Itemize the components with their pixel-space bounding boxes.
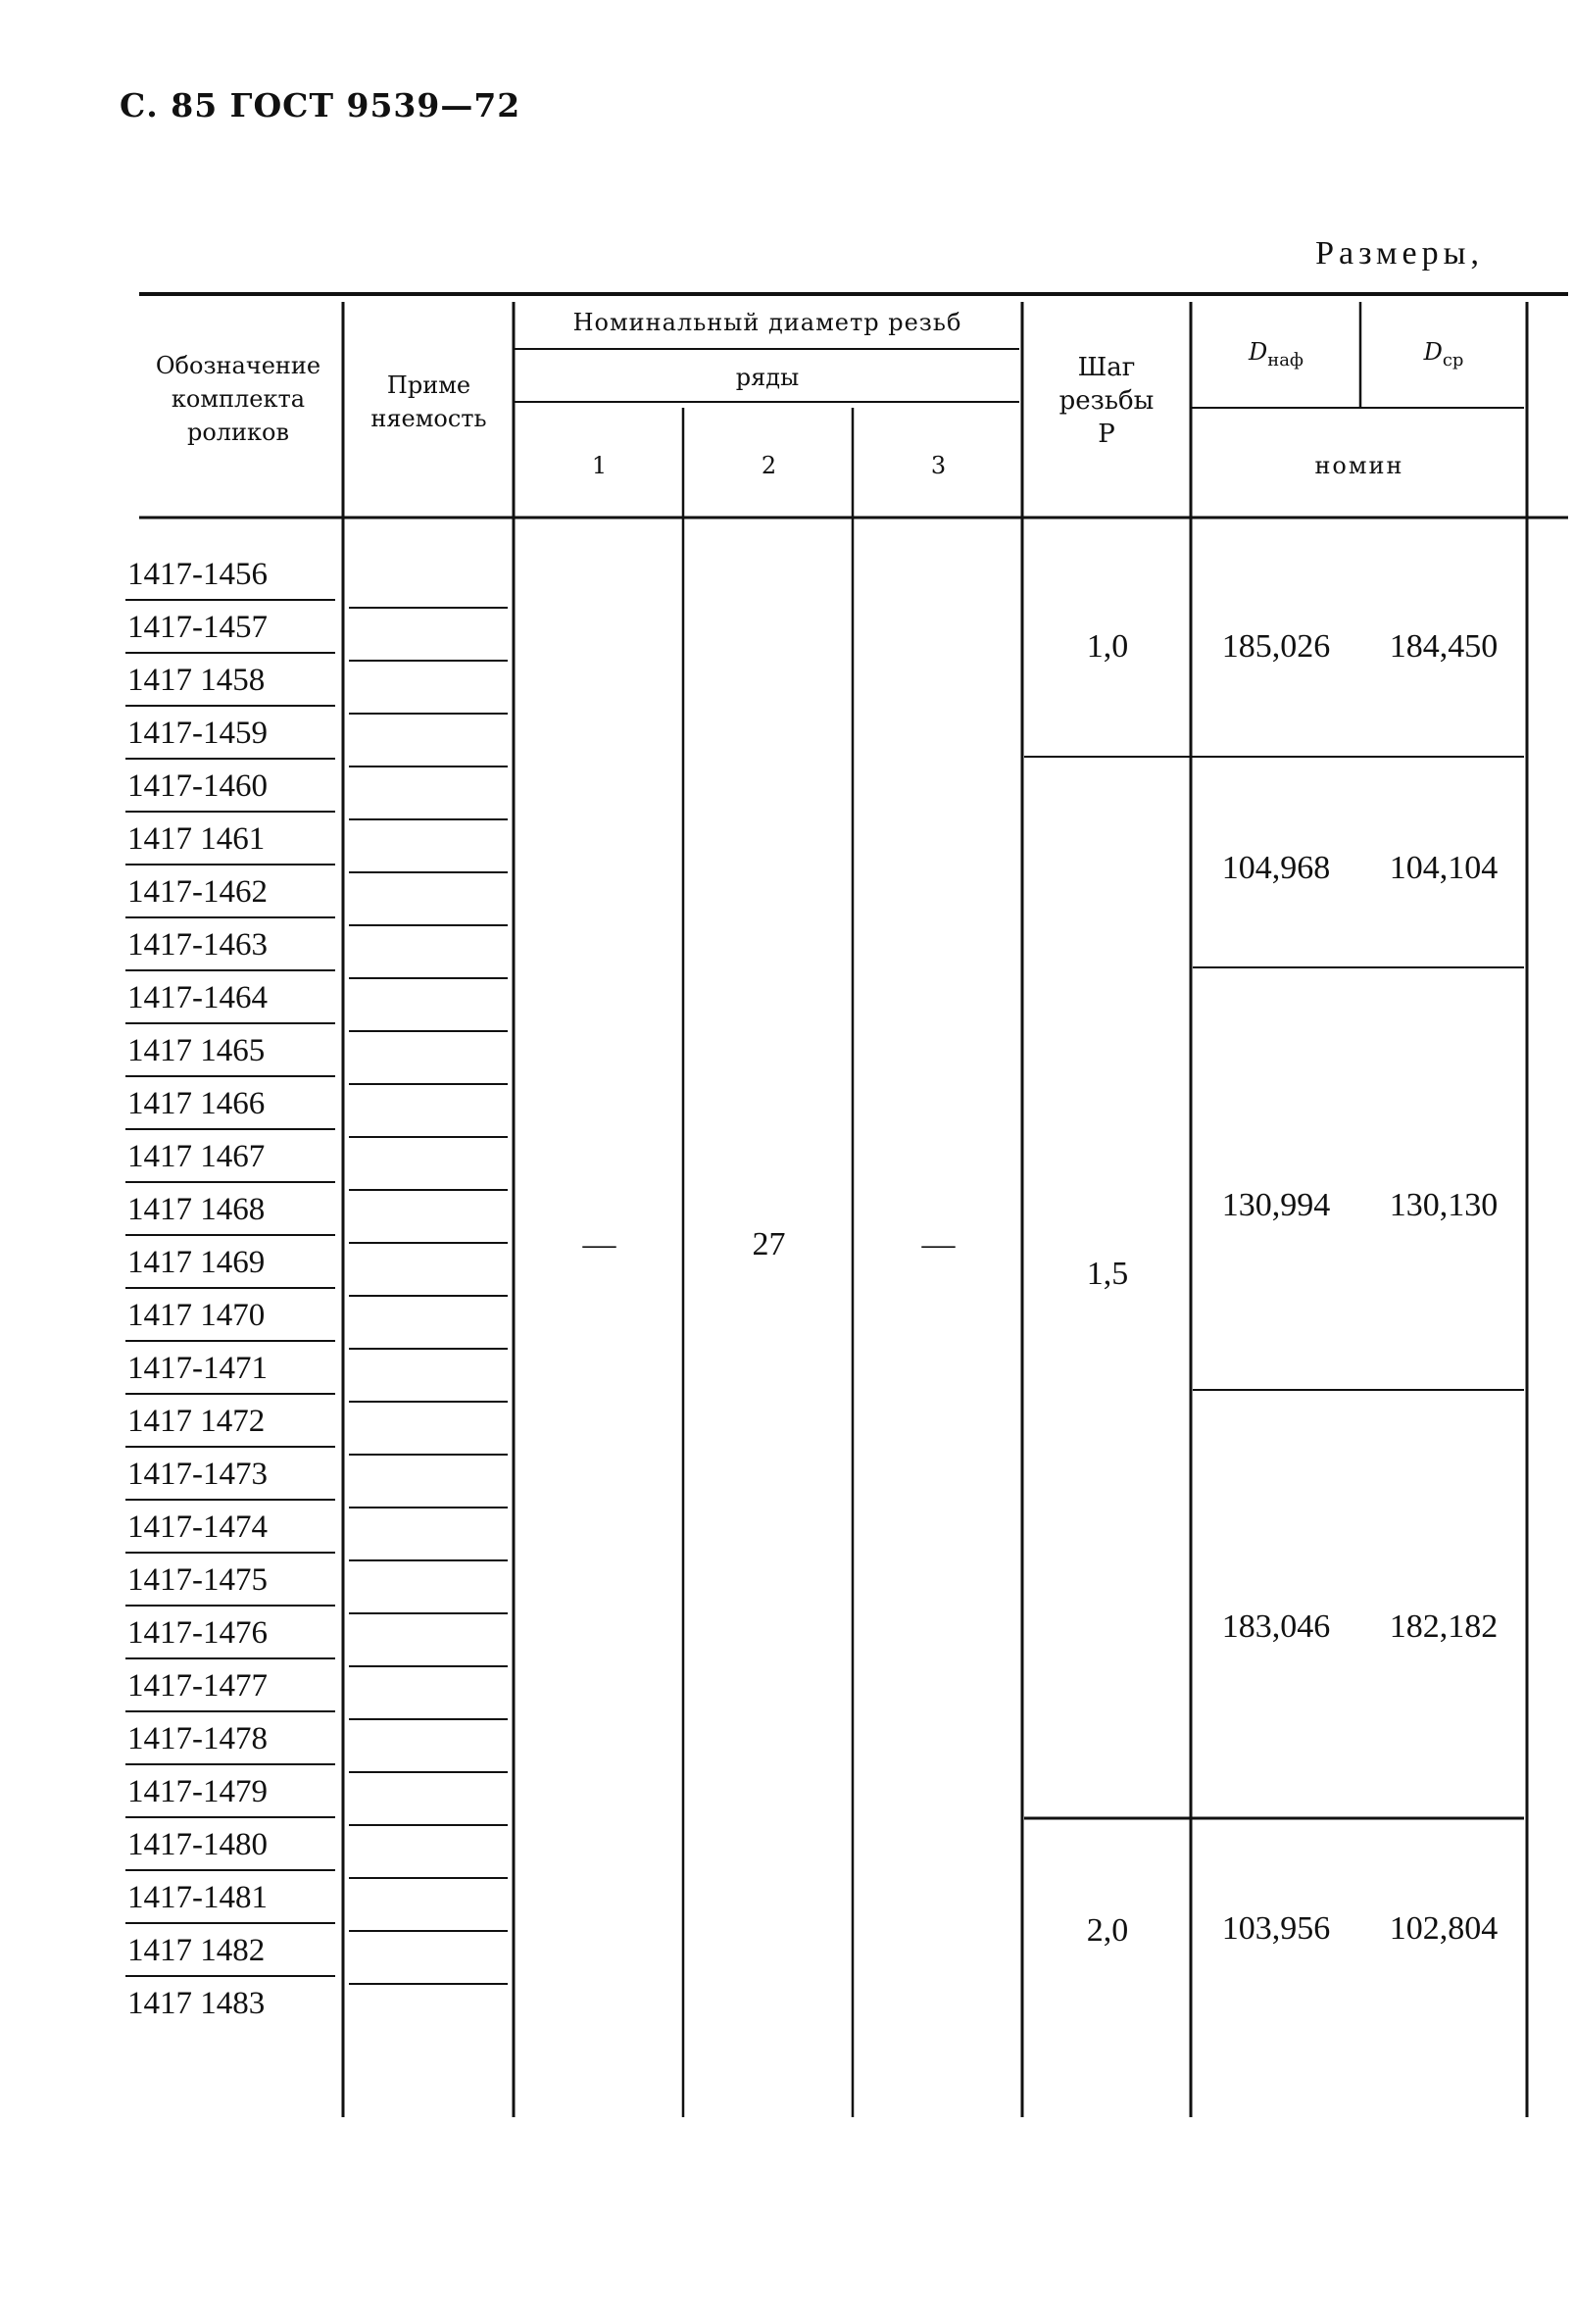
header-designation: Обозначение комплекта роликов	[155, 352, 321, 446]
code-cell: 1417 1466	[127, 1086, 266, 1121]
d-outer-subscript: наф	[1267, 349, 1304, 371]
page-header: С. 85 ГОСТ 9539—72	[120, 86, 521, 124]
code-cell: 1417 1483	[127, 1986, 266, 2021]
pitch-value-1: 1,0	[1086, 628, 1129, 665]
d-mid-value-1: 184,450	[1389, 628, 1499, 665]
code-cell: 1417-1481	[127, 1880, 268, 1915]
sizes-label: Размеры,	[1315, 235, 1484, 272]
d-outer-value-4: 183,046	[1221, 1608, 1331, 1645]
code-cell: 1417-1477	[127, 1668, 268, 1704]
code-cell: 1417 1467	[127, 1139, 266, 1174]
header-d-mid	[1362, 335, 1525, 377]
header-row-3: 3	[930, 452, 947, 479]
code-cell: 1417-1464	[127, 980, 268, 1015]
header-applicability: Приме няемость	[370, 371, 487, 432]
row2-value: 27	[752, 1226, 786, 1262]
header-nominal: номин	[1314, 452, 1404, 479]
row1-value: —	[582, 1226, 616, 1262]
d-mid-value-3: 130,130	[1389, 1187, 1499, 1223]
header-nominal-diameter: Номинальный диаметр резьб	[572, 309, 962, 336]
code-cell: 1417 1468	[127, 1192, 266, 1227]
d-mid-value-2: 104,104	[1389, 850, 1499, 886]
code-cell: 1417-1473	[127, 1457, 268, 1492]
code-cell: 1417-1474	[127, 1509, 268, 1545]
code-cell: 1417-1460	[127, 768, 268, 804]
code-cell: 1417-1475	[127, 1562, 268, 1598]
code-cell: 1417 1461	[127, 821, 266, 857]
header-pitch: Шаг резьбы P	[1058, 353, 1155, 449]
pitch-value-3: 2,0	[1086, 1912, 1129, 1949]
header-row-1: 1	[591, 452, 608, 479]
code-cell: 1417-1463	[127, 927, 268, 963]
code-cell: 1417 1482	[127, 1933, 266, 1968]
row3-value: —	[921, 1226, 956, 1262]
d-outer-value-2: 104,968	[1221, 850, 1331, 886]
code-cell: 1417 1458	[127, 663, 266, 698]
header-rows: ряды	[735, 364, 800, 391]
code-cell: 1417 1472	[127, 1404, 266, 1439]
code-cell: 1417-1459	[127, 716, 268, 751]
d-outer-value-1: 185,026	[1221, 628, 1331, 665]
code-cell: 1417-1478	[127, 1721, 268, 1756]
code-cell: 1417-1480	[127, 1827, 268, 1862]
code-cell: 1417-1456	[127, 557, 268, 592]
d-outer-value-5: 103,956	[1221, 1910, 1331, 1947]
code-cell: 1417-1476	[127, 1615, 268, 1651]
pitch-value-2: 1,5	[1086, 1256, 1129, 1292]
d-outer-value-3: 130,994	[1221, 1187, 1331, 1223]
code-cell: 1417 1470	[127, 1298, 266, 1333]
d-mid-symbol: D	[1423, 338, 1443, 366]
code-cell: 1417 1469	[127, 1245, 266, 1280]
header-row-2: 2	[761, 452, 777, 479]
d-outer-symbol: D	[1248, 338, 1268, 366]
d-mid-subscript: ср	[1442, 349, 1464, 371]
code-cell: 1417 1465	[127, 1033, 266, 1068]
code-cell: 1417-1471	[127, 1351, 268, 1386]
d-mid-value-5: 102,804	[1389, 1910, 1499, 1947]
code-cell: 1417-1457	[127, 610, 268, 645]
code-cell: 1417-1479	[127, 1774, 268, 1809]
d-mid-value-4: 182,182	[1389, 1608, 1499, 1645]
header-d-outer	[1193, 335, 1359, 377]
code-cell: 1417-1462	[127, 874, 268, 910]
